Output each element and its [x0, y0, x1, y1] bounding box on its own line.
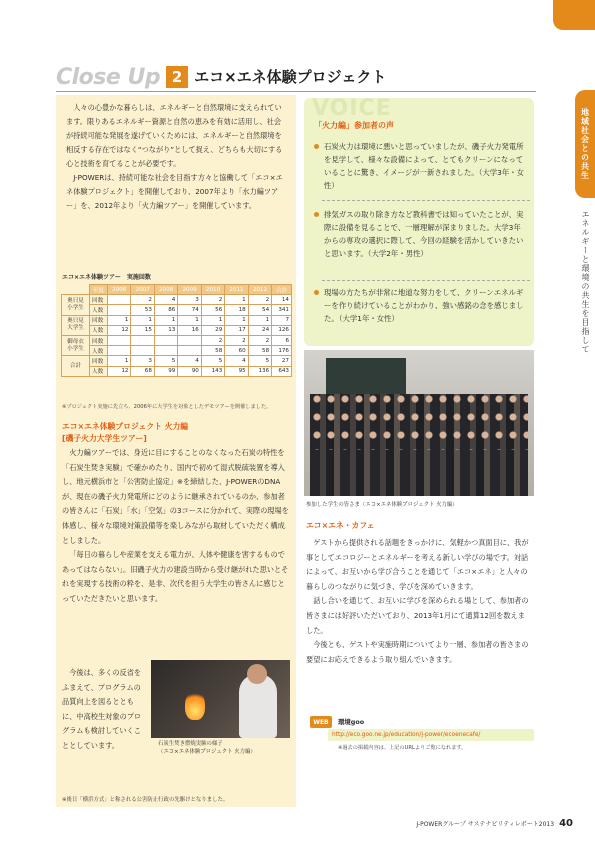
section2-heading: エコ×エネ・カフェ [306, 521, 375, 530]
voice-item [314, 286, 528, 325]
table-cell: 54 [248, 305, 271, 315]
table-cell [178, 346, 201, 356]
table-row-label: 回数 [90, 356, 108, 366]
table-cell: 58 [248, 346, 271, 356]
table-cell: 27 [272, 356, 292, 366]
section1-body-narrow: 今後は、多くの反省をふまえて、プログラムの品質向上を図るとともに、中高校生対象のプログラムも検討していくこととしています。 [62, 668, 142, 750]
table-cell [154, 346, 177, 356]
report-title: J-POWERグループ サステナビリティレポート2013 [416, 821, 555, 828]
table-cell [131, 335, 154, 345]
table-row-label: 回数 [90, 335, 108, 345]
stats-table-wrap [61, 284, 292, 377]
section2-paragraph: ゲストから提供される話題をきっかけに、気軽かつ真面目に、我が事としてエコロジーとエネルギーを考える新しい学びの場です。対話によって、お互いから学び合うことを通じて「エコ×エネ」と人々の暮らしのつながりに気づき、学びを深めていきます。 [306, 538, 529, 591]
bullet-icon [314, 212, 319, 217]
intro-paragraph: 人々の心豊かな暮らしは、エネルギーと自然環境に支えられています。限りあるエネルギー資源と自然の恵みを有効に活用し、社会が持続可能な発展を遂げていくためには、エネルギーと自然環境を相反する存在ではなく“つながり”として捉え、どちらも大切にする心と技術を育てることが必要です。 [66, 103, 283, 168]
table-header-cell: 2010 [201, 285, 224, 295]
table-cell: 15 [131, 325, 154, 335]
voice-separator [322, 200, 530, 201]
table-row-label: 人数 [90, 346, 108, 356]
table-header-cell: 2009 [178, 285, 201, 295]
table-cell: 74 [178, 305, 201, 315]
table-cell: 12 [108, 366, 131, 376]
table-row-label: 人数 [90, 325, 108, 335]
intro-paragraph: J-POWERは、持続可能な社会を目指す方々と協働して「エコ×エネ体験プロジェクト」を開催しており、2007年より「水力編ツアー」を、2012年より「火力編ツアー」を開催しています。 [66, 173, 283, 210]
table-cell: 2 [201, 335, 224, 345]
corner-tab [553, 0, 595, 30]
table-cell: 3 [178, 295, 201, 305]
table-cell: 2 [131, 295, 154, 305]
table-row-label: 回数 [90, 295, 108, 305]
table-cell: 86 [154, 305, 177, 315]
footnote: ※後日「横浜方式」と称される公害防止行政の先駆けとなりました。 [62, 797, 229, 803]
faces-graphic [310, 390, 528, 450]
table-row-label: 回数 [90, 315, 108, 325]
table-row-label: 人数 [90, 366, 108, 376]
section1-body [62, 446, 290, 607]
web-url-link[interactable]: http://eco.goo.ne.jp/education/j-power/ecoenecafe/ [328, 729, 534, 741]
side-tab-label: 地域社会との共生 [575, 90, 595, 198]
coal-burning-photo [151, 660, 290, 738]
table-cell: 4 [154, 295, 177, 305]
table-cell: 14 [272, 295, 292, 305]
group-photo-caption: 参加した学生の皆さま（エコ×エネ体験プロジェクト 火力編） [306, 502, 458, 508]
section1-heading-line2: [磯子火力大学生ツアー] [62, 434, 147, 443]
table-cell: 136 [248, 366, 271, 376]
table-group-label: 合計 [62, 356, 90, 376]
table-cell: 1 [131, 315, 154, 325]
table-cell: 53 [131, 305, 154, 315]
table-row [62, 325, 292, 335]
table-group-label: 奥只見 小学生 [62, 295, 90, 315]
table-group-label: 奥只見 大学生 [62, 315, 90, 335]
web-site-name: 環境goo [338, 718, 365, 726]
table-cell: 17 [225, 325, 248, 335]
table-cell: 2 [201, 295, 224, 305]
table-cell [131, 346, 154, 356]
table-row [62, 295, 292, 305]
table-row [62, 346, 292, 356]
section2-paragraph: 今後とも、ゲストや実施時期についてより一層、参加者の皆さまの要望にお応えできるよう取り組んでいきます。 [306, 640, 529, 664]
table-row [62, 315, 292, 325]
stats-table [61, 284, 292, 377]
table-cell: 56 [201, 305, 224, 315]
section1-heading [62, 421, 188, 445]
section2-paragraph: 話し合いを通じて、お互いに学びを深められる場として、参加者の皆さまには好評いただいており、2013年1月にて通算12回を数えました。 [306, 596, 529, 635]
table-cell: 2 [248, 295, 271, 305]
section1-paragraph: 「毎日の暮らしや産業を支える電力が、人体や健康を害するものであってはならない」。旧磯子火力の建設当時から受け継がれた思いとそれを実現する技術の粋を、是非、次代を担う大学生の皆さんに感じとっていただきたいと思います。 [62, 550, 289, 603]
web-icon: WEB [310, 716, 332, 728]
table-cell: 1 [108, 315, 131, 325]
table-cell: 143 [201, 366, 224, 376]
table-row [62, 366, 292, 376]
flame-graphic [185, 690, 205, 720]
table-cell: 12 [108, 325, 131, 335]
table-note: ※プロジェクト実施に先立ち、2006年に大学生を対象としたデモツアーを開催しました。 [62, 404, 272, 410]
voice-separator [322, 280, 530, 281]
table-cell: 6 [272, 335, 292, 345]
section-number-badge: 2 [166, 66, 188, 88]
coal-photo-caption [158, 740, 293, 756]
group-photo [304, 350, 534, 496]
table-cell: 5 [248, 356, 271, 366]
table-cell: 1 [225, 295, 248, 305]
coal-photo-caption-line2: （エコ×エネ体験プロジェクト 火力編） [158, 749, 256, 755]
table-row-label: 人数 [90, 305, 108, 315]
person-head-graphic [247, 664, 267, 684]
table-cell: 1 [225, 315, 248, 325]
table-cell: 341 [272, 305, 292, 315]
table-row [62, 305, 292, 315]
table-cell [154, 335, 177, 345]
section1-heading-line1: エコ×エネ体験プロジェクト 火力編 [62, 422, 189, 431]
bullet-icon [314, 290, 319, 295]
side-sub-label: エネルギーと環境の共生を目指して [581, 210, 590, 354]
table-header-cell: 2008 [154, 285, 177, 295]
bullet-icon [314, 144, 319, 149]
table-header-row [62, 285, 292, 295]
table-cell: 1 [178, 315, 201, 325]
table-cell: 68 [131, 366, 154, 376]
table-cell [108, 335, 131, 345]
table-cell: 1 [108, 356, 131, 366]
blackboard-graphic [326, 358, 406, 394]
table-row [62, 335, 292, 345]
table-header-cell: 2012 [248, 285, 271, 295]
table-cell: 4 [178, 356, 201, 366]
voice-item [314, 208, 528, 260]
table-cell: 90 [178, 366, 201, 376]
table-cell: 2 [248, 335, 271, 345]
table-cell: 176 [272, 346, 292, 356]
table-cell [108, 295, 131, 305]
table-cell: 5 [154, 356, 177, 366]
voice-item [314, 140, 528, 192]
table-cell: 7 [272, 315, 292, 325]
page-footer [416, 818, 573, 829]
table-cell: 126 [272, 325, 292, 335]
table-header-cell: 年度 [90, 285, 108, 295]
section2-body [306, 536, 532, 667]
page-number: 40 [559, 818, 573, 829]
table-cell: 3 [131, 356, 154, 366]
table-cell: 60 [225, 346, 248, 356]
closeup-label: Close Up [56, 65, 161, 90]
web-note: ※過去の掲載内容は、上記のURLよりご覧になれます。 [338, 745, 467, 751]
table-group-label: 御母衣 小学生 [62, 335, 90, 355]
table-cell [178, 335, 201, 345]
table-header-cell: 2006 [108, 285, 131, 295]
voice-item-text: 石炭火力は環境に悪いと思っていましたが、磯子火力発電所を見学して、様々な設備によって、とてもクリーンになっていることに驚き、イメージが一新されました。（大学3年・女性） [324, 142, 525, 190]
table-cell: 643 [272, 366, 292, 376]
intro-text [66, 101, 288, 213]
table-cell: 1 [201, 315, 224, 325]
table-cell: 1 [154, 315, 177, 325]
page-title: エコ×エネ体験プロジェクト [194, 68, 387, 86]
table-cell: 29 [201, 325, 224, 335]
table-header-cell: 2011 [225, 285, 248, 295]
voice-item-text: 現場の方たちが非常に地道な努力をして、クリーンエネルギーを作り続けていることがわかり、強い感銘の念を感じました。（大学1年・女性） [324, 288, 524, 323]
table-cell: 5 [201, 356, 224, 366]
table-cell: 58 [201, 346, 224, 356]
table-cell: 13 [154, 325, 177, 335]
web-reference [310, 716, 534, 754]
section1-paragraph: 火力編ツアーでは、身近に目にすることのなくなった石炭の特性を「石炭生焚き実験」で確かめたり、国内で初めて湿式脱硫装置を導入し、地元横浜市と「公害防止協定」※を締結した、J-POWERのDNAが、現在の磯子火力発電所にどのように継承されているのか、参加者の皆さんに「石炭」「水」「空気」の3コースに分かれて、実際の現場を体感し、様々な環境対策設備等を楽しみながら取材していただく構成としました。 [62, 448, 289, 545]
table-cell [108, 305, 131, 315]
table-header-cell: 合計 [272, 285, 292, 295]
table-cell: 4 [225, 356, 248, 366]
voice-watermark: VOICE [312, 96, 392, 121]
table-cell: 16 [178, 325, 201, 335]
table-cell: 18 [225, 305, 248, 315]
coal-photo-caption-line1: 石炭生焚き燃焼実験の様子 [158, 741, 223, 747]
table-row [62, 356, 292, 366]
table-cell: 2 [225, 335, 248, 345]
table-header-cell: 2007 [131, 285, 154, 295]
table-body [62, 295, 292, 377]
table-cell: 95 [225, 366, 248, 376]
voice-item-text: 排気ガスの取り除き方など教科書では知っていたことが、実際に設備を見ることで、一層理解が深まりました。大学3年からの専攻の選択に際して、今回の経験を活かしていきたいと思います。（大学2年・男性） [324, 210, 524, 258]
table-cell: 99 [154, 366, 177, 376]
page-header [56, 60, 536, 92]
table-cell: 1 [248, 315, 271, 325]
table-cell [108, 346, 131, 356]
table-title: エコ×エネ体験ツアー 実施回数 [62, 274, 151, 281]
voice-title: 「火力編」参加者の声 [314, 121, 394, 130]
table-cell: 24 [248, 325, 271, 335]
